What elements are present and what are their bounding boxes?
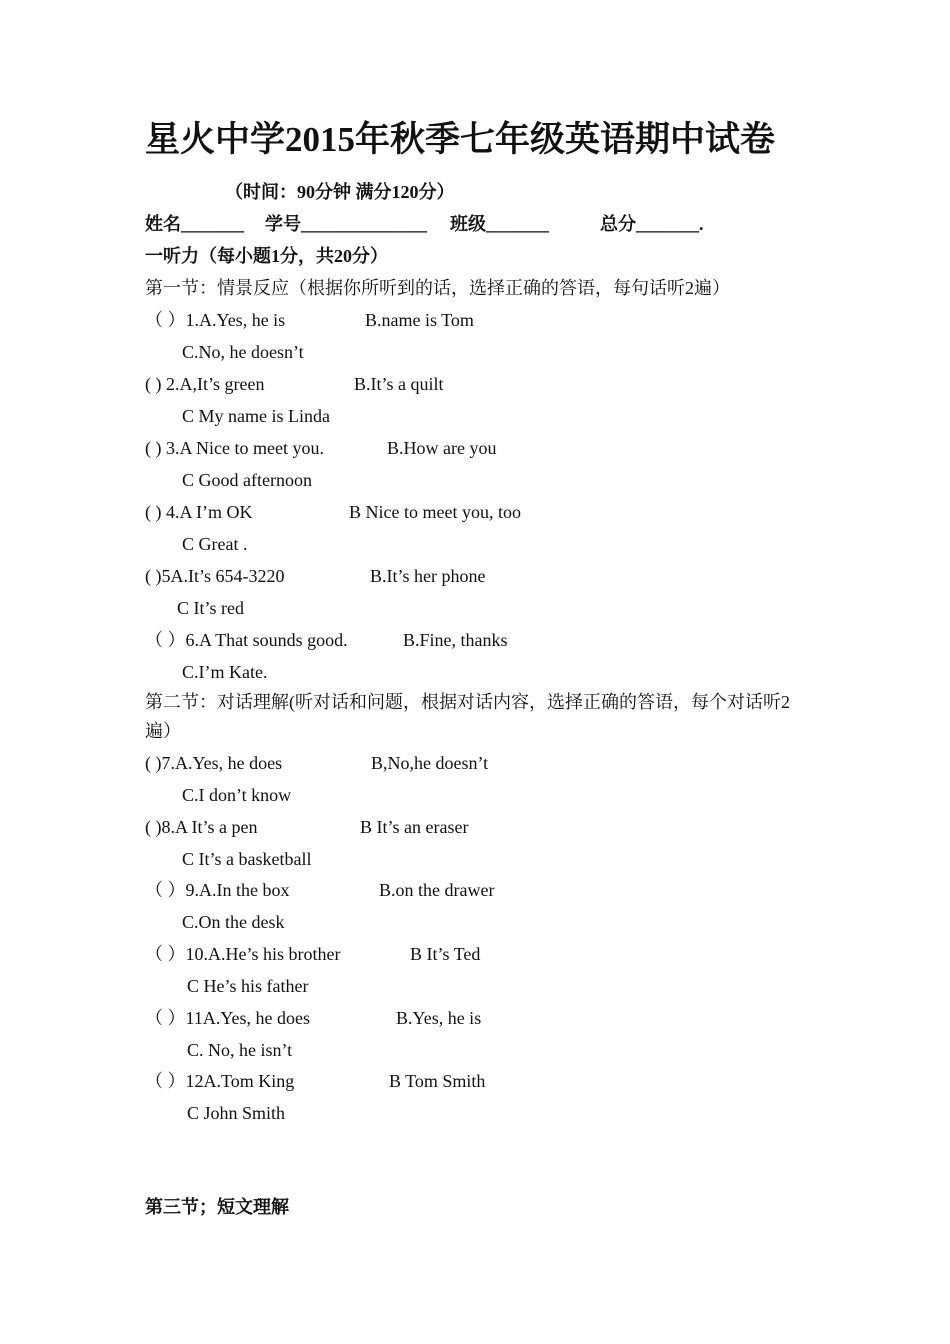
exam-title: 星火中学2015年秋季七年级英语期中试卷	[145, 120, 776, 159]
option-c: C Good afternoon	[182, 470, 312, 490]
class-field: 班级_______	[450, 214, 549, 234]
question-1	[145, 310, 474, 332]
option-c: C He’s his father	[187, 976, 309, 996]
question-stem: ( )8.A It’s a pen	[145, 817, 258, 837]
option-b: B.It’s her phone	[370, 566, 486, 586]
question-stem: （ ）6.A That sounds good.	[145, 630, 348, 650]
question-stem: （ ）11A.Yes, he does	[145, 1008, 311, 1028]
question-stem: ( ) 4.A I’m OK	[145, 502, 253, 522]
question-stem: （ ）10.A.He’s his brother	[145, 944, 341, 964]
section1-heading: 第一节：情景反应（根据你所听到的话，选择正确的答语，每句话听2遍）	[145, 278, 730, 298]
question-5	[145, 566, 486, 588]
question-stem: ( ) 3.A Nice to meet you.	[145, 438, 324, 458]
question-12	[145, 1071, 486, 1093]
question-6	[145, 630, 508, 652]
option-b: B.on the drawer	[379, 880, 495, 900]
section3-heading: 第三节；短文理解	[145, 1197, 289, 1217]
option-c: C It’s a basketball	[182, 849, 312, 869]
option-b: B,No,he doesn’t	[371, 753, 489, 773]
question-stem: ( )7.A.Yes, he does	[145, 753, 283, 773]
option-b: B.Yes, he is	[396, 1008, 482, 1028]
question-10	[145, 944, 481, 966]
question-4	[145, 502, 521, 524]
question-9	[145, 880, 495, 902]
question-7	[145, 753, 489, 775]
option-b: B It’s an eraser	[360, 817, 469, 837]
question-2	[145, 374, 444, 396]
option-c: C.I’m Kate.	[182, 662, 268, 682]
option-c: C. No, he isn’t	[187, 1040, 293, 1060]
section2-heading: 第二节：对话理解(听对话和问题，根据对话内容，选择正确的答语，每个对话听2遍）	[145, 692, 790, 741]
question-stem: （ ）1.A.Yes, he is	[145, 310, 286, 330]
option-b: B.name is Tom	[365, 310, 474, 330]
student-number-field: 学号______________	[265, 214, 427, 234]
option-c: C It’s red	[177, 598, 244, 618]
question-3	[145, 438, 497, 460]
question-stem: ( ) 2.A,It’s green	[145, 374, 265, 394]
option-b: B.Fine, thanks	[403, 630, 508, 650]
option-b: B Nice to meet you, too	[349, 502, 521, 522]
option-b: B It’s Ted	[410, 944, 481, 964]
option-c: C Great .	[182, 534, 248, 554]
question-stem: ( )5A.It’s 654-3220	[145, 566, 285, 586]
option-c: C.On the desk	[182, 912, 285, 932]
part1-heading: 一听力（每小题1分，共20分）	[145, 246, 388, 266]
option-b: B Tom Smith	[389, 1071, 486, 1091]
option-c: C John Smith	[187, 1103, 286, 1123]
option-c: C.No, he doesn’t	[182, 342, 304, 362]
option-c: C My name is Linda	[182, 406, 330, 426]
option-b: B.How are you	[387, 438, 497, 458]
name-field: 姓名_______	[145, 214, 244, 234]
question-8	[145, 817, 469, 839]
question-stem: （ ）12A.Tom King	[145, 1071, 295, 1091]
question-stem: （ ）9.A.In the box	[145, 880, 290, 900]
option-b: B.It’s a quilt	[354, 374, 444, 394]
exam-subtitle: （时间：90分钟 满分120分）	[225, 182, 455, 202]
total-score-field: 总分_______.	[600, 214, 704, 234]
option-c: C.I don’t know	[182, 785, 292, 805]
question-11	[145, 1008, 482, 1030]
